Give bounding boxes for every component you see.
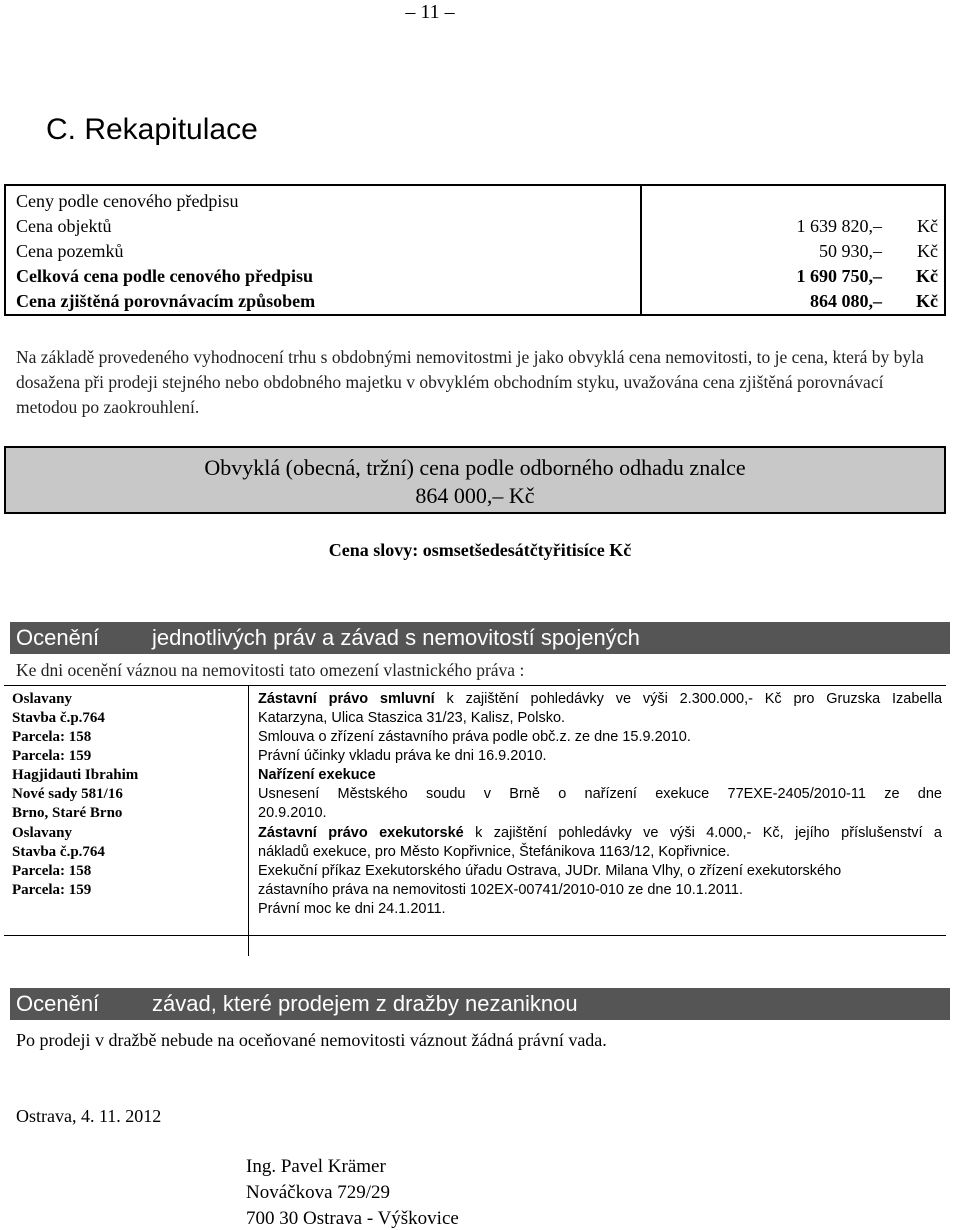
property-line: Stavba č.p.764 — [12, 844, 105, 860]
property-line: Parcela: 159 — [12, 748, 92, 764]
section-title: C. Rekapitulace — [46, 113, 258, 146]
section-bar-heading: jednotlivých práv a závad s nemovitostí spojených — [152, 625, 640, 650]
price-table — [4, 184, 946, 316]
result-title: Obvyklá (obecná, tržní) cena podle odborného odhadu znalce — [204, 455, 746, 480]
result-value: 864 000,– Kč — [415, 483, 535, 508]
encumbrance-type: Nařízení exekuce — [258, 767, 376, 783]
section-bar-word: Ocenění — [16, 625, 100, 650]
encumbrance-line: Právní moc ke dni 24.1.2011. — [258, 901, 446, 917]
section-bar-rights — [10, 622, 950, 654]
encumbrance-line: Usnesení Městského soudu v Brně o nařízení exekuce 77EXE-2405/2010-11 ze dne — [258, 786, 942, 802]
encumbrance-type: Zástavní právo smluvní — [258, 691, 435, 707]
property-line: Stavba č.p.764 — [12, 710, 105, 726]
row-label: Cena pozemků — [16, 241, 124, 261]
encumbrance-line: Smlouva o zřízení zástavního práva podle obč.z. ze dne 15.9.2010. — [258, 729, 691, 745]
row-currency: Kč — [917, 216, 938, 236]
encumbrance-line: Katarzyna, Ulica Staszica 31/23, Kalisz, Polsko. — [258, 710, 566, 726]
encumbrance-text: k zajištění pohledávky ve výši 4.000,- Kč, jejího příslušenství a — [463, 825, 942, 841]
row-label: Cena zjištěná porovnávacím způsobem — [16, 291, 316, 311]
row-amount: 1 639 820,– — [796, 216, 882, 236]
section-bar-word: Ocenění — [16, 991, 100, 1016]
encumbrance-line: nákladů exekuce, pro Město Kopřivnice, Štefánikova 1163/12, Kopřivnice. — [258, 844, 731, 860]
row-amount: 1 690 750,– — [796, 266, 882, 286]
signature-city: 700 30 Ostrava - Výškovice — [246, 1208, 459, 1229]
row-divider — [4, 935, 946, 936]
place-date: Ostrava, 4. 11. 2012 — [16, 1106, 162, 1126]
row-amount: 864 080,– — [810, 291, 882, 311]
table-row — [6, 263, 944, 289]
encumbrance-table — [4, 685, 946, 955]
signature-street: Nováčkova 729/29 — [246, 1182, 391, 1203]
encumbrance-line — [258, 824, 942, 843]
price-table-heading-row — [6, 188, 944, 214]
encumbrance-line: 20.9.2010. — [258, 805, 327, 821]
row-amount: 50 930,– — [819, 241, 882, 261]
row-currency: Kč — [916, 291, 938, 311]
table-row — [6, 288, 944, 314]
encumbrance-line: zástavního práva na nemovitosti 102EX-00741/2010-010 ze dne 10.1.2011. — [258, 882, 744, 898]
table-row — [6, 213, 944, 239]
property-line: Hagjidauti Ibrahim — [12, 767, 139, 783]
result-box — [4, 446, 946, 514]
property-line: Brno, Staré Brno — [12, 805, 123, 821]
table-row — [6, 238, 944, 264]
row-currency: Kč — [916, 266, 938, 286]
encumbrance-line: Právní účinky vkladu práva ke dni 16.9.2010. — [258, 748, 547, 764]
encumbrance-line: Exekuční příkaz Exekutorského úřadu Ostrava, JUDr. Milana Vlhy, o zřízení exekutorského — [258, 863, 842, 879]
signature-name: Ing. Pavel Krämer — [246, 1156, 386, 1177]
valuation-paragraph: Na základě provedeného vyhodnocení trhu s obdobnými nemovitostmi je jako obvyklá cena nemovitosti, to je cena, která by byla dosažena při prodeji stejného nebo obdobného majetku v obvyklém obchodním styku, uvažována cena zjištěná porovnávací metodou po zaokrouhlení. — [16, 347, 924, 417]
property-line: Parcela: 158 — [12, 863, 92, 879]
property-line: Parcela: 158 — [12, 729, 92, 745]
row-label: Cena objektů — [16, 216, 112, 236]
closing-text: Po prodeji v dražbě nebude na oceňované nemovitosti váznout žádná právní vada. — [16, 1030, 607, 1050]
price-table-heading: Ceny podle cenového předpisu — [16, 191, 239, 211]
encumbrance-text: k zajištění pohledávky ve výši 2.300.000,- Kč pro Gruzska Izabella — [434, 691, 943, 707]
encumbrance-intro: Ke dni ocenění váznou na nemovitosti tato omezení vlastnického práva : — [16, 660, 525, 680]
page-number: – 11 – — [405, 1, 455, 23]
row-label: Celková cena podle cenového předpisu — [16, 266, 314, 286]
encumbrance-type: Zástavní právo exekutorské — [258, 825, 464, 841]
property-line: Nové sady 581/16 — [12, 786, 123, 802]
property-line: Oslavany — [12, 691, 73, 707]
property-line: Parcela: 159 — [12, 882, 92, 898]
encumbrance-line — [258, 690, 942, 709]
row-currency: Kč — [917, 241, 938, 261]
property-line: Oslavany — [12, 825, 73, 841]
price-in-words: Cena slovy: osmsetšedesátčtyřitisíce Kč — [328, 540, 632, 560]
column-divider — [248, 686, 249, 956]
section-bar-defects — [10, 988, 950, 1020]
section-bar-heading: závad, které prodejem z dražby nezaniknou — [152, 991, 578, 1016]
